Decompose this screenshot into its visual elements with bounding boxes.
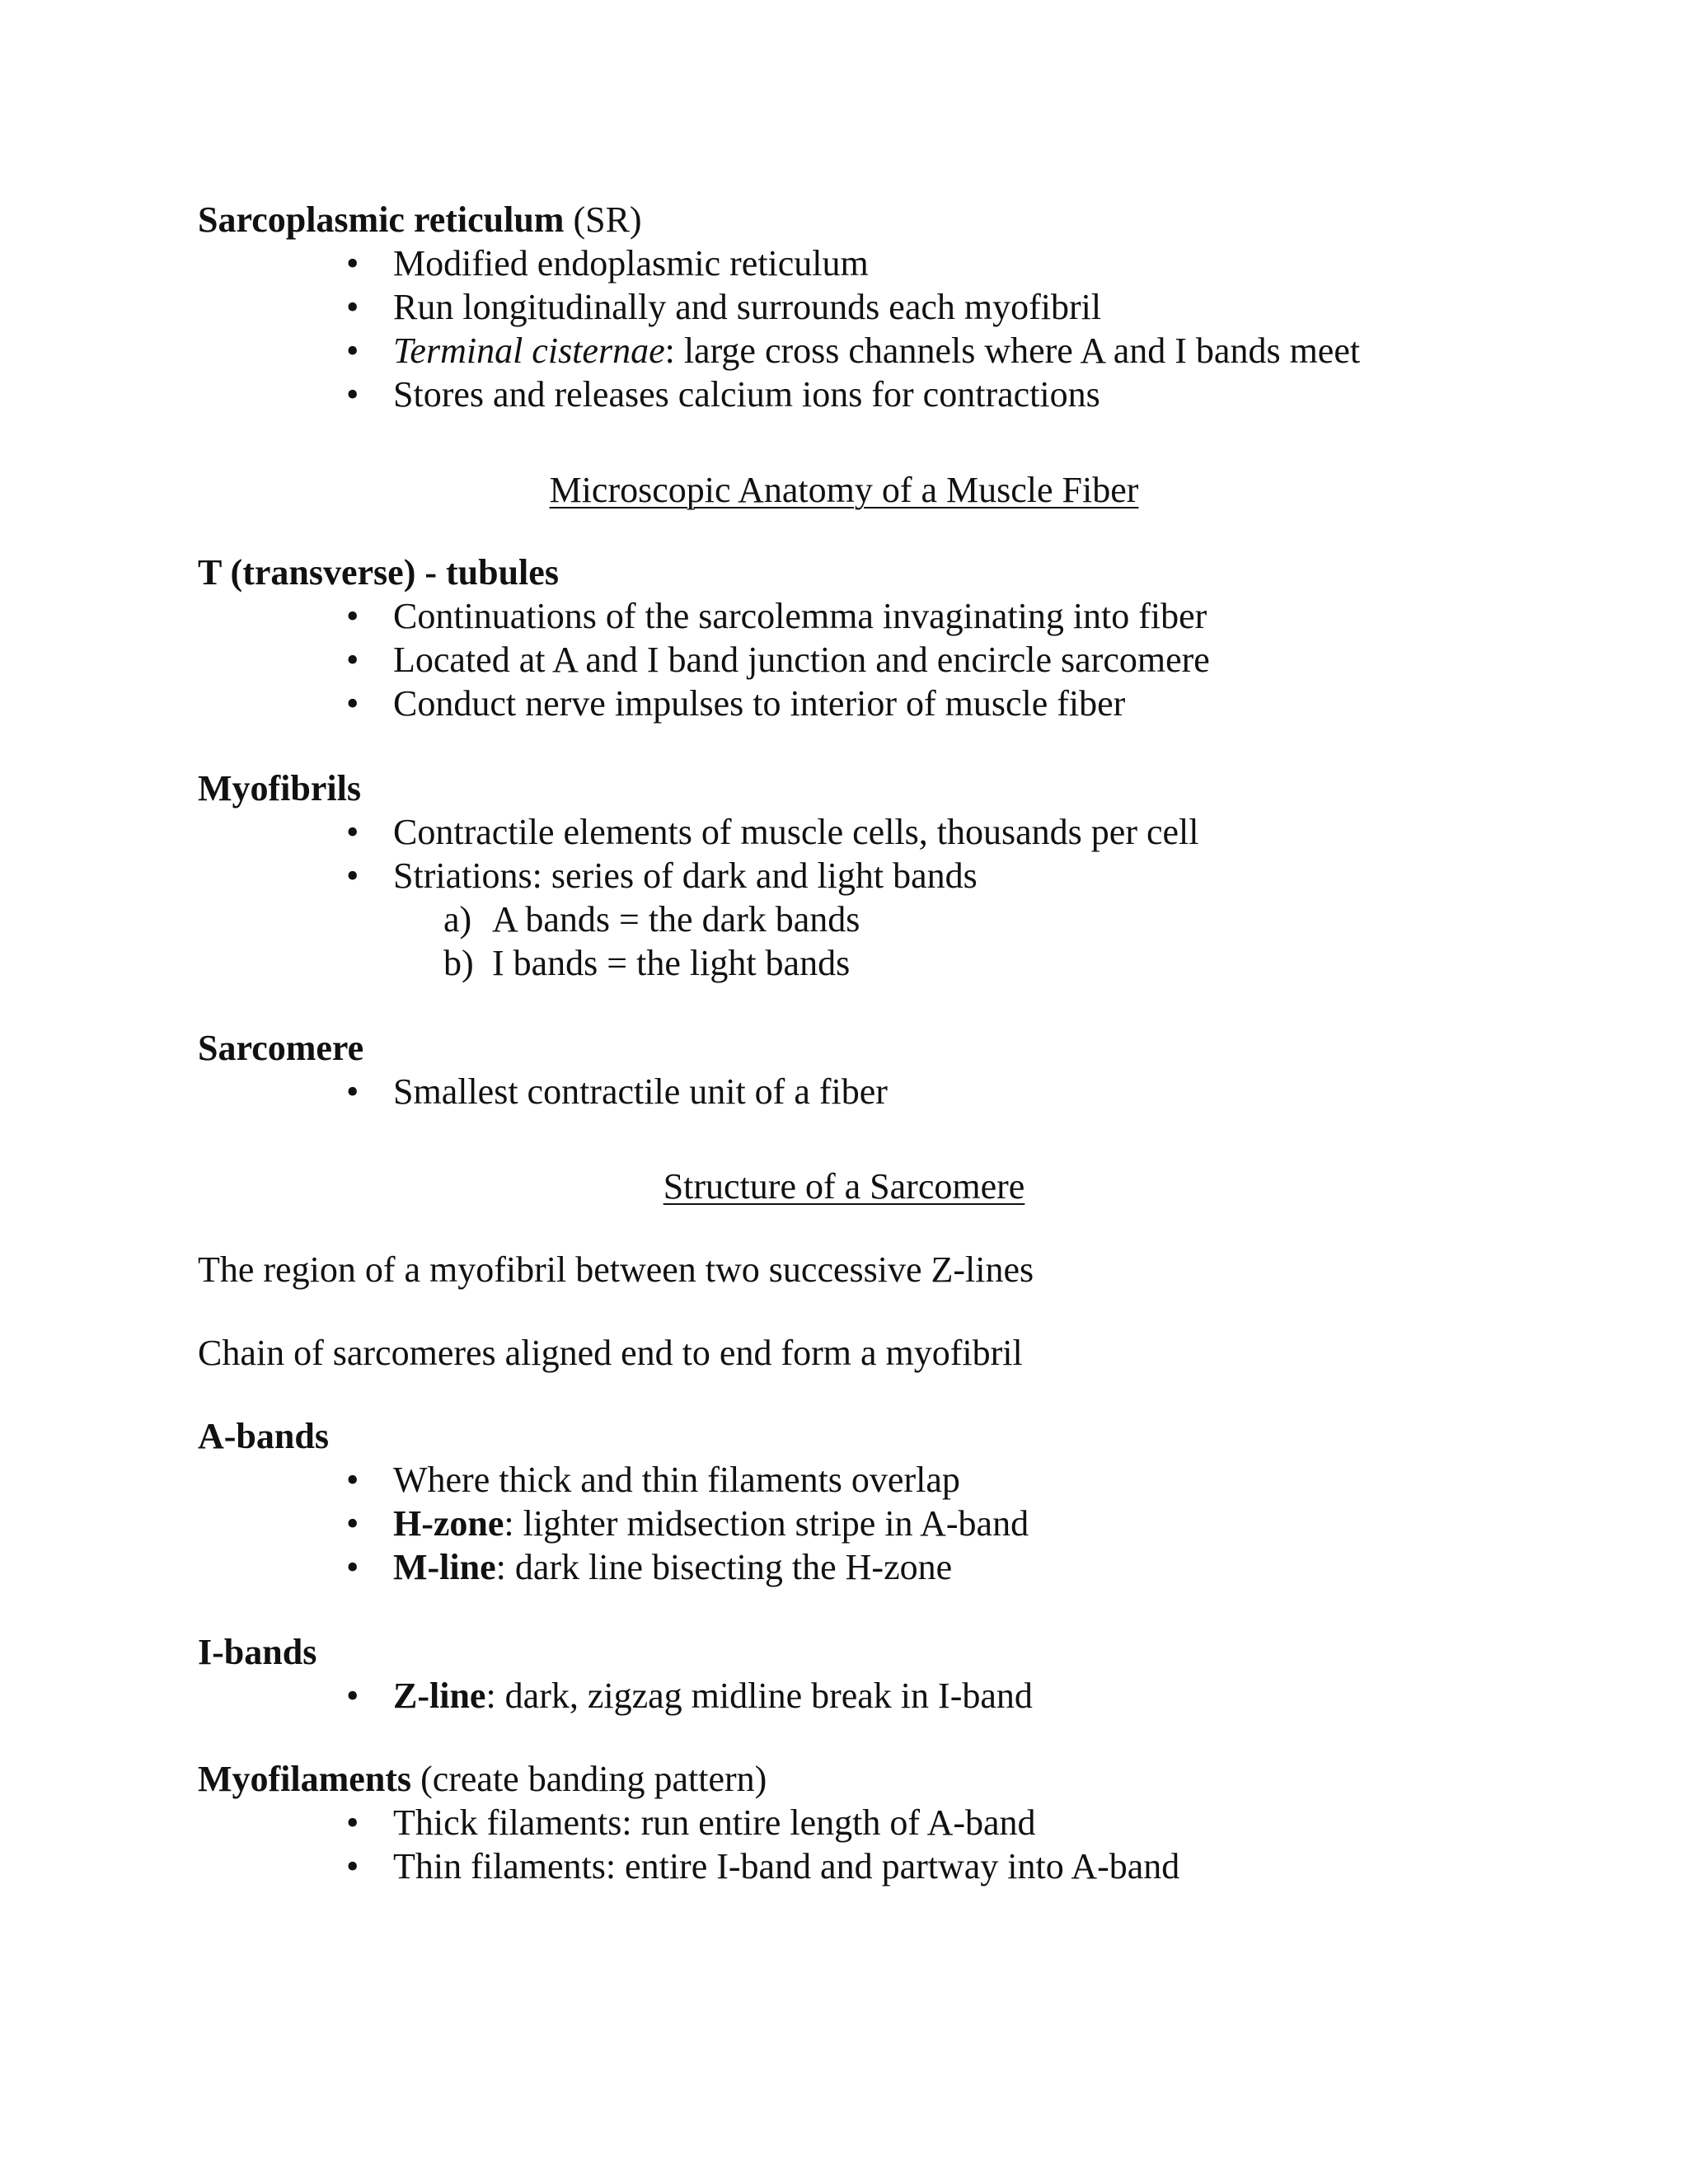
section-title-structure-sarcomere: Structure of a Sarcomere bbox=[663, 1166, 1025, 1207]
bullet-icon: • bbox=[346, 1802, 359, 1843]
sr-bullet-4: Stores and releases calcium ions for contractions bbox=[393, 374, 1100, 415]
bullet-icon: • bbox=[346, 683, 359, 724]
sarcomere-heading bbox=[198, 1026, 363, 1071]
abands-bullet-3-rest: : dark line bisecting the H-zone bbox=[495, 1547, 953, 1587]
bullet-icon: • bbox=[346, 374, 359, 415]
ttubules-title: T (transverse) - tubules bbox=[198, 552, 559, 593]
bullet-icon: • bbox=[346, 855, 359, 896]
myofilaments-title: Myofilaments bbox=[198, 1759, 412, 1799]
myofilaments-bullet-1: Thick filaments: run entire length of A-band bbox=[393, 1802, 1036, 1843]
sr-bullet-3 bbox=[393, 329, 1360, 373]
abands-bullet-1: Where thick and thin filaments overlap bbox=[393, 1460, 960, 1500]
bullet-icon: • bbox=[346, 1503, 359, 1544]
sr-title: Sarcoplasmic reticulum bbox=[198, 199, 565, 240]
ibands-bullet-1 bbox=[393, 1674, 1033, 1718]
sub-marker-a: a) bbox=[443, 899, 472, 940]
myofilaments-title-suffix: (create banding pattern) bbox=[411, 1759, 767, 1799]
abands-heading bbox=[198, 1414, 329, 1459]
ttubules-heading bbox=[198, 551, 559, 595]
bullet-icon: • bbox=[346, 287, 359, 327]
sr-heading bbox=[198, 198, 642, 242]
ttubules-bullet-1: Continuations of the sarcolemma invaginating into fiber bbox=[393, 596, 1207, 636]
sr-bullet-2: Run longitudinally and surrounds each myofibril bbox=[393, 287, 1102, 327]
bullet-icon: • bbox=[346, 1846, 359, 1886]
ttubules-bullet-2: Located at A and I band junction and encircle sarcomere bbox=[393, 640, 1210, 680]
ibands-bullet-1-rest: : dark, zigzag midline break in I-band bbox=[485, 1675, 1033, 1716]
ibands-heading bbox=[198, 1630, 316, 1675]
bullet-icon: • bbox=[346, 1547, 359, 1587]
myofibrils-heading bbox=[198, 766, 361, 811]
sub-marker-b: b) bbox=[443, 943, 474, 983]
bullet-icon: • bbox=[346, 1460, 359, 1500]
ibands-title: I-bands bbox=[198, 1632, 317, 1672]
ibands-bullet-1-term: Z-line bbox=[393, 1675, 486, 1716]
section-title-microscopic-anatomy: Microscopic Anatomy of a Muscle Fiber bbox=[549, 470, 1139, 510]
abands-bullet-3-term: M-line bbox=[393, 1547, 496, 1587]
sr-title-suffix: (SR) bbox=[564, 199, 642, 240]
bullet-icon: • bbox=[346, 243, 359, 284]
sr-bullet-1: Modified endoplasmic reticulum bbox=[393, 243, 869, 284]
bullet-icon: • bbox=[346, 812, 359, 852]
myofilaments-bullet-2: Thin filaments: entire I-band and partway into A-band bbox=[393, 1846, 1180, 1886]
abands-bullet-3 bbox=[393, 1545, 952, 1590]
sr-bullet-3-rest: : large cross channels where A and I bands meet bbox=[664, 330, 1361, 371]
abands-bullet-2-rest: : lighter midsection stripe in A-band bbox=[504, 1503, 1029, 1544]
sarcomere-bullet-1: Smallest contractile unit of a fiber bbox=[393, 1071, 888, 1112]
bullet-icon: • bbox=[346, 330, 359, 371]
sarcomere-title: Sarcomere bbox=[198, 1028, 364, 1068]
abands-title: A-bands bbox=[198, 1416, 329, 1456]
ttubules-bullet-3: Conduct nerve impulses to interior of muscle fiber bbox=[393, 683, 1126, 724]
myofibrils-title: Myofibrils bbox=[198, 768, 361, 808]
paragraph-2: Chain of sarcomeres aligned end to end form a myofibril bbox=[198, 1333, 1023, 1373]
bullet-icon: • bbox=[346, 640, 359, 680]
myofibrils-sub-b: I bands = the light bands bbox=[492, 943, 851, 983]
abands-bullet-2 bbox=[393, 1502, 1029, 1546]
myofibrils-bullet-2: Striations: series of dark and light bands bbox=[393, 855, 978, 896]
bullet-icon: • bbox=[346, 596, 359, 636]
myofibrils-sub-a: A bands = the dark bands bbox=[492, 899, 860, 940]
bullet-icon: • bbox=[346, 1675, 359, 1716]
bullet-icon: • bbox=[346, 1071, 359, 1112]
myofibrils-bullet-1: Contractile elements of muscle cells, thousands per cell bbox=[393, 812, 1199, 852]
myofilaments-heading bbox=[198, 1757, 767, 1802]
paragraph-1: The region of a myofibril between two successive Z-lines bbox=[198, 1249, 1034, 1290]
sr-bullet-3-term: Terminal cisternae bbox=[393, 330, 665, 371]
abands-bullet-2-term: H-zone bbox=[393, 1503, 504, 1544]
